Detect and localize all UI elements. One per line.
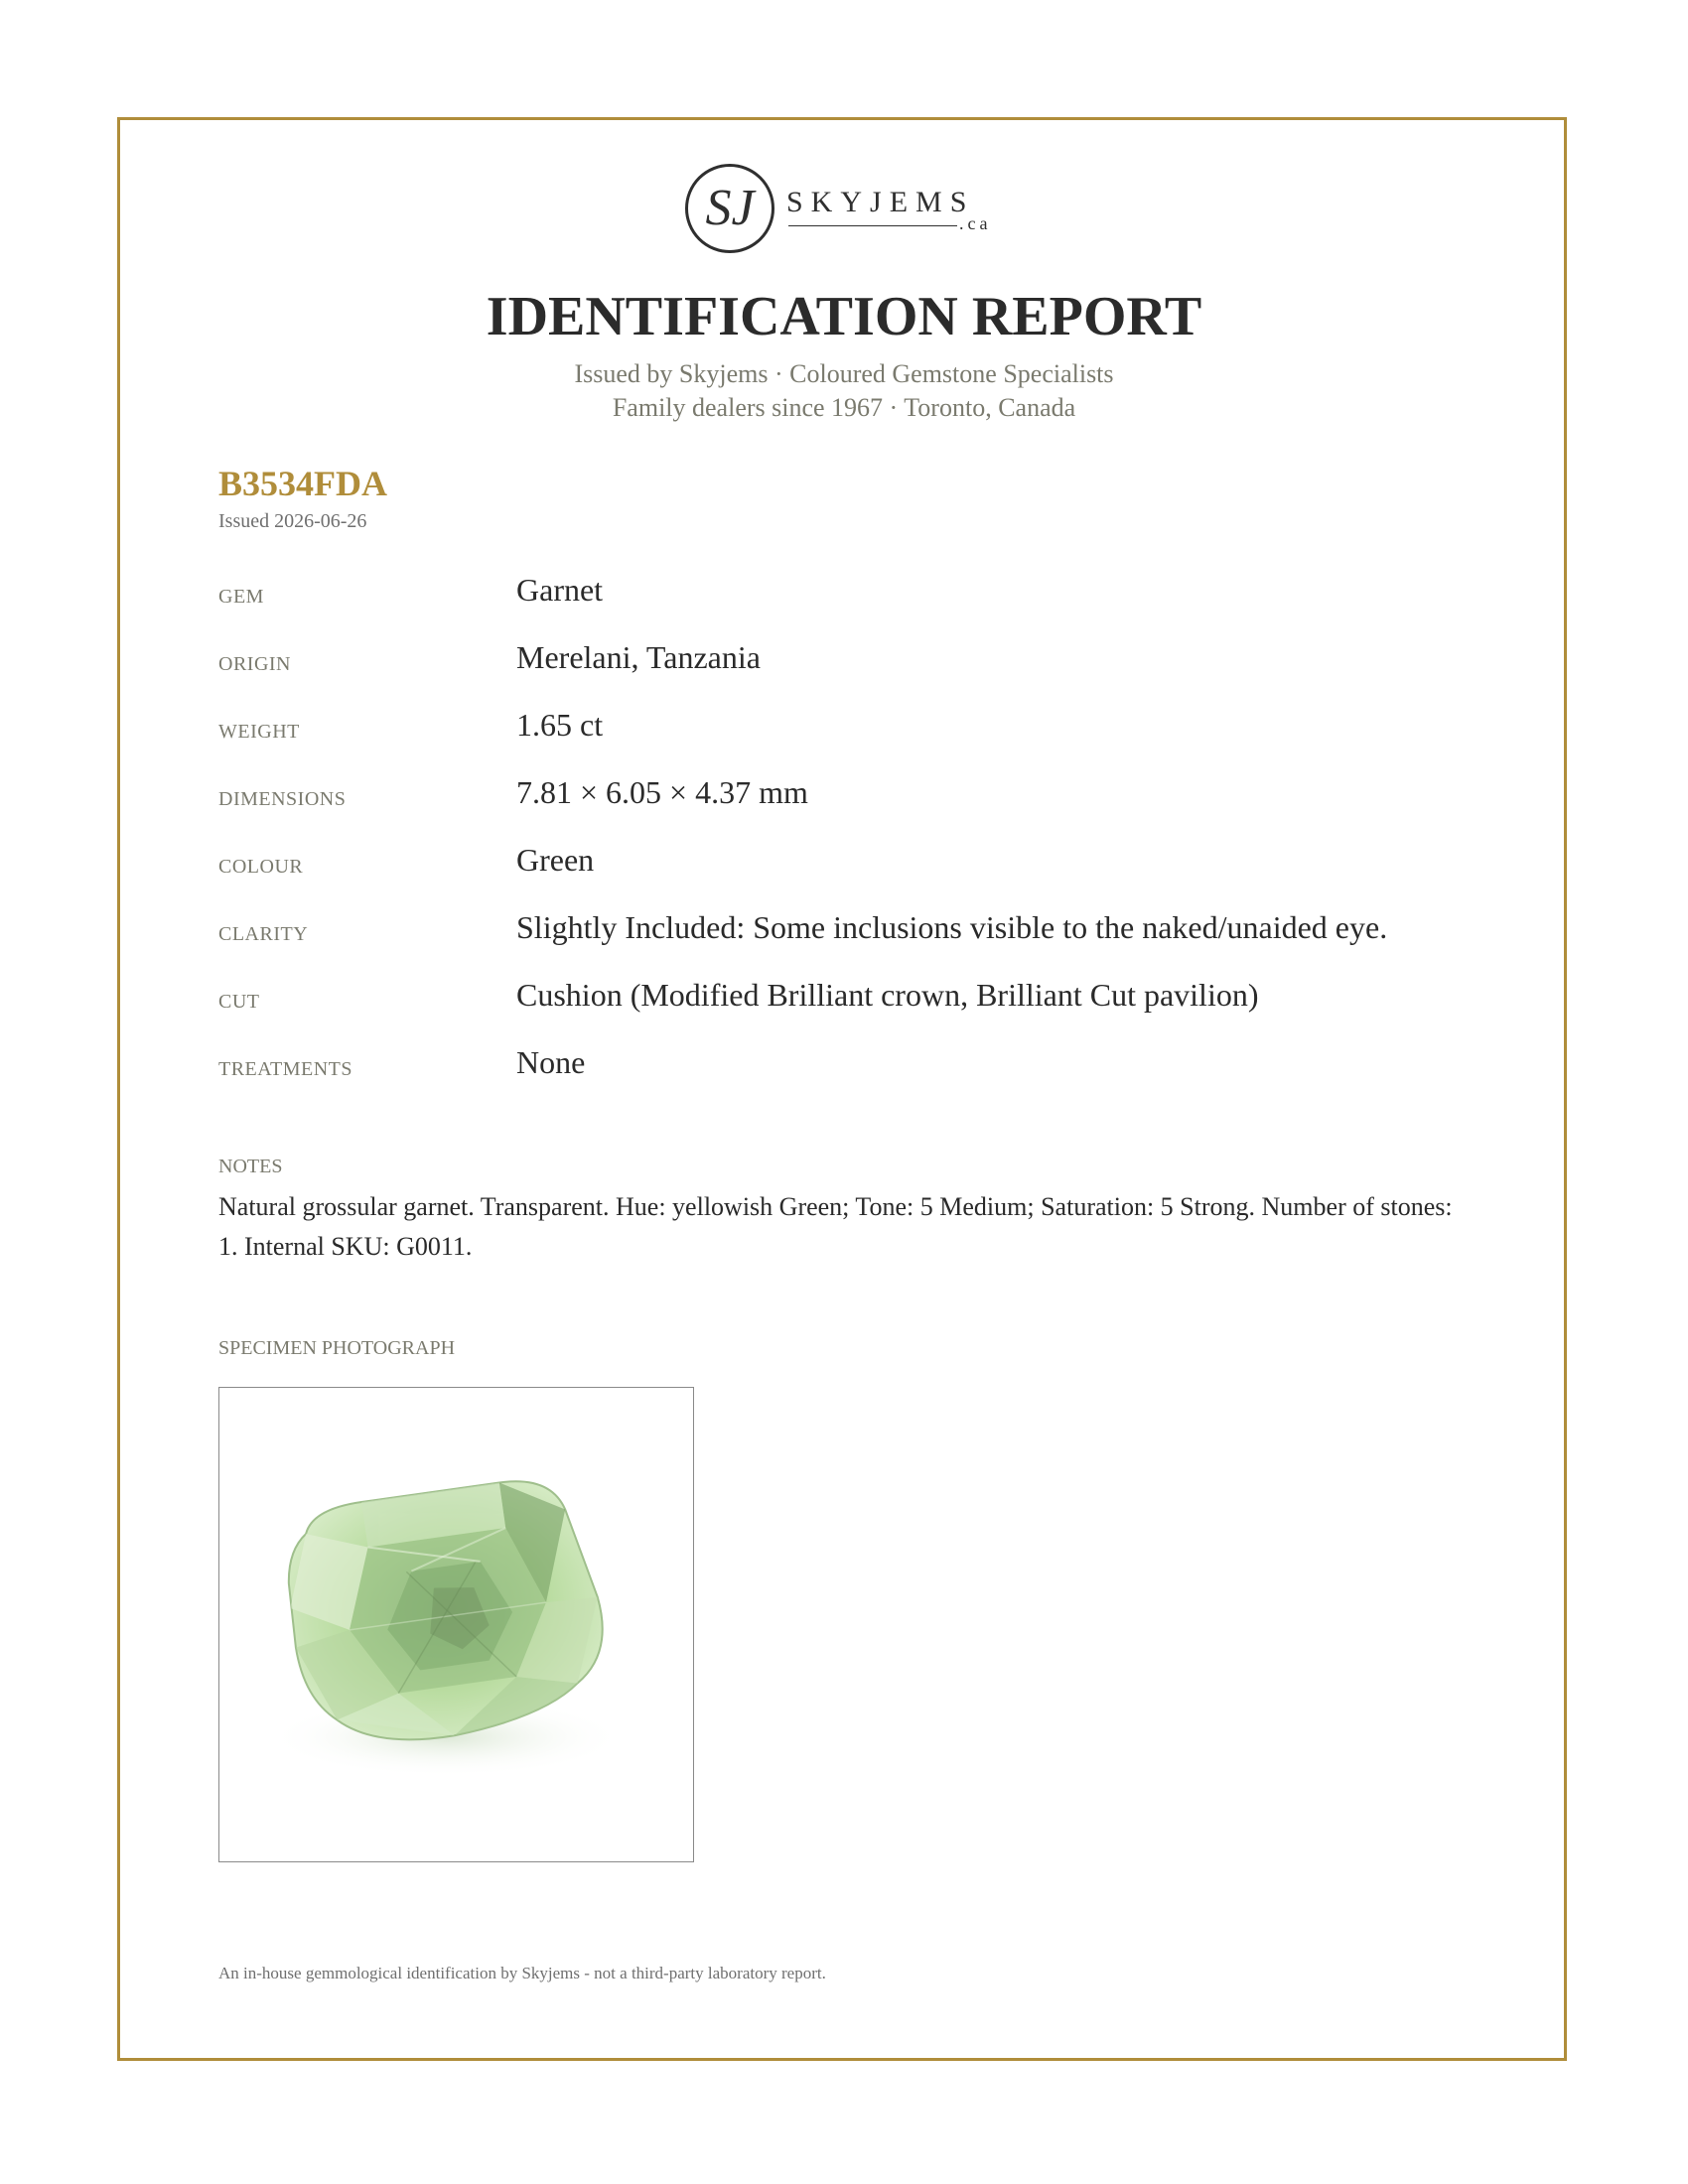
notes-body: Natural grossular garnet. Transparent. Hue: yellowish Green; Tone: 5 Medium; Saturation: 5 Strong. Number of stones: 1. Internal SKU: G0011. [218,1192,1453,1261]
field-label: CUT [218,991,260,1013]
field-row-treatments [218,1044,1470,1112]
brand-domain: .ca [959,213,992,233]
logo-rule [788,225,957,226]
report-title: IDENTIFICATION REPORT [486,286,1202,347]
field-value: Garnet [516,572,604,608]
disclaimer: An in-house gemmological identification by Skyjems - not a third-party laboratory report. [218,1964,826,1982]
field-value: Merelani, Tanzania [516,639,761,675]
dealer-line: Family dealers since 1967 · Toronto, Canada [612,393,1076,422]
field-row-colour [218,842,1470,909]
field-value: 1.65 ct [516,707,604,743]
field-label: COLOUR [218,856,304,878]
field-row-gem [218,572,1470,639]
field-label: WEIGHT [218,721,300,743]
issuer-line: Issued by Skyjems · Coloured Gemstone Specialists [574,359,1114,388]
field-row-dimensions [218,774,1470,842]
sj-monogram: SJ [685,164,774,253]
specimen-photograph [218,1387,694,1862]
field-row-weight [218,707,1470,774]
field-label: GEM [218,586,264,608]
field-row-cut [218,977,1470,1044]
field-row-origin [218,639,1470,707]
field-value: 7.81 × 6.05 × 4.37 mm [516,774,808,810]
field-label: CLARITY [218,923,309,945]
notes-heading: NOTES [218,1156,283,1177]
field-row-clarity [218,909,1470,977]
field-label: DIMENSIONS [218,788,347,810]
gemstone-image [219,1388,693,1861]
field-value: Green [516,842,595,878]
issue-date: Issued 2026-06-26 [218,510,367,532]
field-label: ORIGIN [218,653,291,675]
specification-table [218,572,1470,1112]
report-number: B3534FDA [218,464,387,503]
field-value: None [516,1044,586,1080]
photo-heading: SPECIMEN PHOTOGRAPH [218,1337,456,1359]
skyjems-logo [685,164,1003,263]
field-label: TREATMENTS [218,1058,352,1080]
field-value: Slightly Included: Some inclusions visible to the naked/unaided eye. [516,909,1388,945]
brand-name: SKYJEMS [786,186,975,218]
field-value: Cushion (Modified Brilliant crown, Brilliant Cut pavilion) [516,977,1259,1013]
